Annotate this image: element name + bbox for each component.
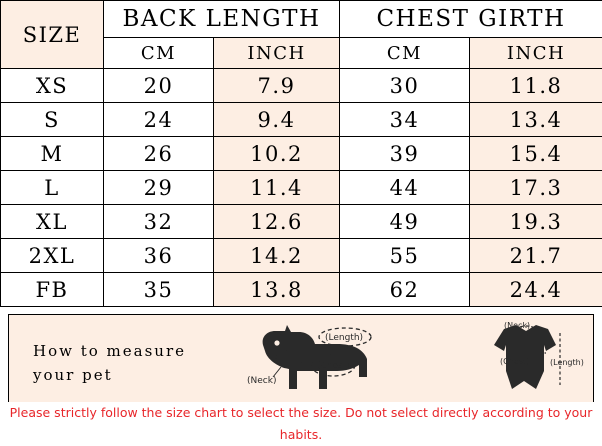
table-row [1, 205, 602, 239]
cell-chest-inch: 17.3 [470, 171, 602, 205]
table-body [1, 69, 602, 307]
header-size: SIZE [1, 1, 104, 69]
footer-warning-note: Please strictly follow the size chart to select the size. Do not select directly according to your habits. [0, 402, 602, 424]
cell-chest-cm: 39 [340, 137, 470, 171]
dog-measurement-diagram-icon [241, 319, 441, 403]
cell-back-cm: 35 [104, 273, 214, 307]
cell-back-inch: 10.2 [214, 137, 340, 171]
svg-text:(Length): (Length) [550, 358, 584, 367]
cell-chest-inch: 13.4 [470, 103, 602, 137]
how-to-measure-panel [8, 314, 594, 404]
cell-chest-cm: 30 [340, 69, 470, 103]
table-row [1, 137, 602, 171]
cell-chest-inch: 19.3 [470, 205, 602, 239]
cell-size: XL [1, 205, 104, 239]
cell-back-cm: 32 [104, 205, 214, 239]
cell-chest-cm: 34 [340, 103, 470, 137]
svg-text:(Chest): (Chest) [500, 357, 529, 366]
cell-chest-cm: 49 [340, 205, 470, 239]
header-chest-girth-cm: CM [340, 38, 470, 69]
svg-text:(Neck): (Neck) [247, 376, 276, 386]
cell-back-cm: 24 [104, 103, 214, 137]
shirt-measurement-diagram-icon [464, 319, 584, 403]
table-row [1, 69, 602, 103]
header-back-length: BACK LENGTH [104, 1, 340, 38]
header-chest-girth-inch: INCH [470, 38, 602, 69]
header-row-groups [1, 1, 602, 38]
how-to-measure-title [33, 339, 186, 387]
how-to-measure-line-1: How to measure [33, 339, 186, 363]
table-header [1, 1, 602, 69]
table-row [1, 239, 602, 273]
cell-size: XS [1, 69, 104, 103]
cell-back-cm: 29 [104, 171, 214, 205]
svg-text:(Chest): (Chest) [317, 361, 350, 371]
cell-back-inch: 11.4 [214, 171, 340, 205]
cell-chest-inch: 21.7 [470, 239, 602, 273]
cell-size: S [1, 103, 104, 137]
cell-back-cm: 20 [104, 69, 214, 103]
how-to-measure-line-2: your pet [33, 363, 186, 387]
cell-back-inch: 13.8 [214, 273, 340, 307]
cell-back-inch: 7.9 [214, 69, 340, 103]
cell-chest-inch: 24.4 [470, 273, 602, 307]
cell-chest-inch: 15.4 [470, 137, 602, 171]
cell-back-cm: 36 [104, 239, 214, 273]
table-row [1, 171, 602, 205]
cell-chest-cm: 62 [340, 273, 470, 307]
cell-back-inch: 9.4 [214, 103, 340, 137]
cell-size: 2XL [1, 239, 104, 273]
cell-back-inch: 14.2 [214, 239, 340, 273]
cell-size: L [1, 171, 104, 205]
cell-back-inch: 12.6 [214, 205, 340, 239]
cell-back-cm: 26 [104, 137, 214, 171]
table-row [1, 103, 602, 137]
header-chest-girth: CHEST GIRTH [340, 1, 602, 38]
header-back-length-inch: INCH [214, 38, 340, 69]
cell-chest-inch: 11.8 [470, 69, 602, 103]
cell-chest-cm: 44 [340, 171, 470, 205]
cell-size: M [1, 137, 104, 171]
svg-text:(Neck): (Neck) [504, 321, 530, 330]
cell-size: FB [1, 273, 104, 307]
cell-chest-cm: 55 [340, 239, 470, 273]
table-row [1, 273, 602, 307]
header-back-length-cm: CM [104, 38, 214, 69]
svg-text:(Length): (Length) [325, 333, 363, 343]
